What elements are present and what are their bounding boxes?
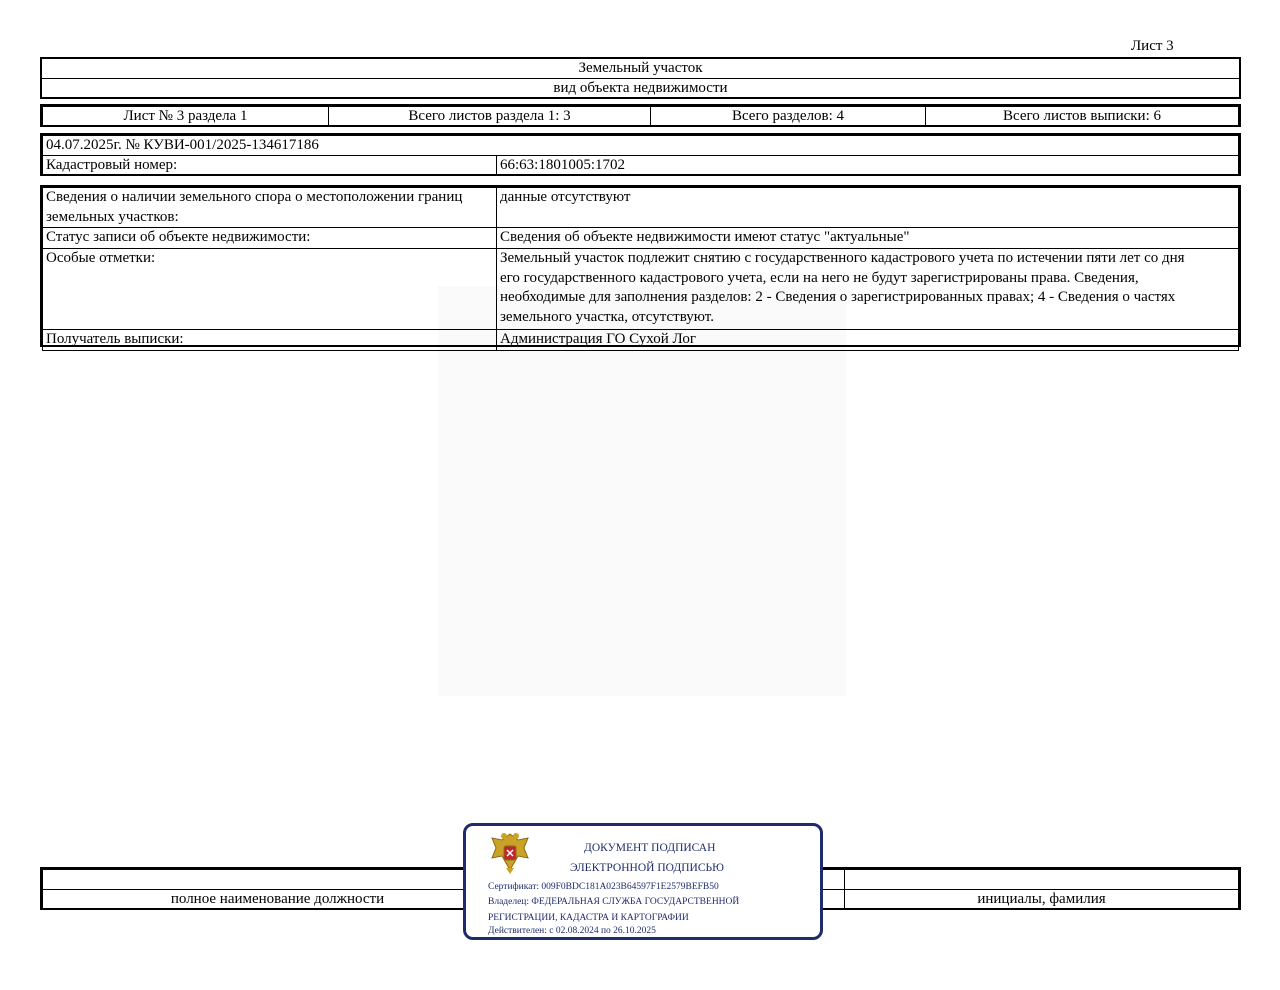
table-row xyxy=(43,156,1239,176)
land-dispute-label: Сведения о наличии земельного спора о местоположении границ земельных участков: xyxy=(43,188,497,228)
name-caption: инициалы, фамилия xyxy=(845,890,1239,910)
object-name: Земельный участок xyxy=(578,60,703,76)
total-sheets-extract: Всего листов выписки: 6 xyxy=(926,107,1239,127)
electronic-signature-stamp xyxy=(463,823,823,940)
special-marks-label: Особые отметки: xyxy=(43,249,497,330)
sheet-info-table xyxy=(40,104,1241,127)
record-status-label: Статус записи об объекте недвижимости: xyxy=(43,228,497,249)
name-cell xyxy=(845,870,1239,890)
position-caption: полное наименование должности xyxy=(43,890,513,910)
table-row xyxy=(43,188,1239,228)
recipient-value: Администрация ГО Сухой Лог xyxy=(497,330,1239,351)
info-table xyxy=(40,185,1241,347)
stamp-title: ДОКУМЕНТ ПОДПИСАН xyxy=(584,842,716,854)
coat-of-arms-icon xyxy=(488,830,532,876)
total-sheets-section: Всего листов раздела 1: 3 xyxy=(329,107,651,127)
sheet-of-section: Лист № 3 раздела 1 xyxy=(43,107,329,127)
object-type-caption: вид объекта недвижимости xyxy=(42,78,1239,98)
recipient-label: Получатель выписки: xyxy=(43,330,497,351)
stamp-owner-line1: Владелец: ФЕДЕРАЛЬНАЯ СЛУЖБА ГОСУДАРСТВЕННОЙ xyxy=(488,897,740,907)
stamp-owner-line2: РЕГИСТРАЦИИ, КАДАСТРА И КАРТОГРАФИИ xyxy=(488,913,689,923)
record-status-value: Сведения об объекте недвижимости имеют статус "актуальные" xyxy=(497,228,1239,249)
stamp-certificate: Сертификат: 009F0BDC181A023B64597F1E2579BEFB50 xyxy=(488,882,719,892)
special-marks-value: Земельный участок подлежит снятию с государственного кадастрового учета по истечении пяти лет со дня его государственного кадастрового учета, если на него не будут зарегистрированы права. Сведения, необходимые для заполнения разделов: 2 - Сведения о зарегистрированных правах; 4 - Сведения о частях земельного участка, отсутствуют. xyxy=(497,249,1239,330)
stamp-validity: Действителен: с 02.08.2024 по 26.10.2025 xyxy=(488,926,656,936)
table-row xyxy=(43,107,1239,127)
cadastral-label: Кадастровый номер: xyxy=(43,156,497,176)
table-row xyxy=(43,136,1239,156)
land-dispute-value: данные отсутствуют xyxy=(497,188,1239,228)
table-row xyxy=(43,228,1239,249)
position-cell xyxy=(43,870,513,890)
table-row xyxy=(43,249,1239,330)
stamp-subtitle: ЭЛЕКТРОННОЙ ПОДПИСЬЮ xyxy=(570,862,724,874)
table-row xyxy=(43,330,1239,351)
sheet-number-label: Лист 3 xyxy=(1131,38,1174,54)
cadastral-value: 66:63:1801005:1702 xyxy=(497,156,1239,176)
identity-table xyxy=(40,133,1241,176)
date-number: 04.07.2025г. № КУВИ-001/2025-134617186 xyxy=(43,136,1239,156)
total-sections: Всего разделов: 4 xyxy=(651,107,926,127)
object-header xyxy=(40,57,1241,99)
